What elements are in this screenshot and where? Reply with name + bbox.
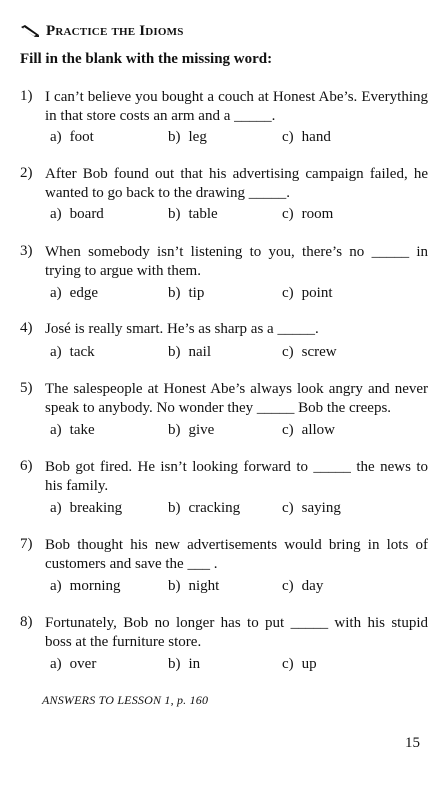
- option-a[interactable]: a) foot: [50, 129, 94, 145]
- question-number: 3): [20, 243, 33, 259]
- question-text: Bob got fired. He isn’t looking forward to _____ the news to his family.: [45, 459, 428, 494]
- question-text: After Bob found out that his advertising campaign failed, he wanted to go back to the drawing _____.: [45, 166, 428, 201]
- answer-options: [50, 500, 390, 520]
- pencil-icon: [20, 24, 40, 38]
- option-a[interactable]: a) over: [50, 656, 97, 672]
- option-a[interactable]: a) take: [50, 422, 95, 438]
- option-c[interactable]: c) up: [282, 656, 317, 672]
- option-a[interactable]: a) morning: [50, 578, 121, 594]
- question-text: Bob thought his new advertisements would bring in lots of customers and save the ___ .: [45, 537, 428, 572]
- question-text: José is really smart. He’s as sharp as a _____.: [45, 321, 319, 337]
- option-c[interactable]: c) day: [282, 578, 324, 594]
- question-number: 6): [20, 458, 33, 474]
- answer-options: [50, 656, 390, 676]
- question-number: 4): [20, 320, 33, 336]
- question-text: The salespeople at Honest Abe’s always look angry and never speak to anybody. No wonder they _____ Bob the creeps.: [45, 381, 428, 416]
- option-b[interactable]: b) table: [168, 206, 218, 222]
- question-text: I can’t believe you bought a couch at Honest Abe’s. Everything in that store costs an arm and a _____.: [45, 89, 428, 124]
- option-c[interactable]: c) screw: [282, 344, 337, 360]
- answer-options: [50, 206, 390, 226]
- option-c[interactable]: c) saying: [282, 500, 341, 516]
- option-c[interactable]: c) allow: [282, 422, 335, 438]
- option-b[interactable]: b) leg: [168, 129, 207, 145]
- option-a[interactable]: a) board: [50, 206, 104, 222]
- section-title: Practice the Idioms: [46, 22, 184, 39]
- answer-options: [50, 129, 390, 149]
- question-number: 1): [20, 88, 33, 104]
- option-a[interactable]: a) tack: [50, 344, 95, 360]
- option-c[interactable]: c) room: [282, 206, 334, 222]
- option-b[interactable]: b) nail: [168, 344, 211, 360]
- option-b[interactable]: b) give: [168, 422, 215, 438]
- answer-options: [50, 285, 390, 305]
- option-a[interactable]: a) edge: [50, 285, 98, 301]
- option-c[interactable]: c) hand: [282, 129, 331, 145]
- question-number: 8): [20, 614, 33, 630]
- section-header: [20, 20, 184, 42]
- option-b[interactable]: b) tip: [168, 285, 205, 301]
- answer-options: [50, 422, 390, 442]
- question-text: When somebody isn’t listening to you, there’s no _____ in trying to argue with them.: [45, 244, 428, 279]
- question-number: 5): [20, 380, 33, 396]
- answers-reference: ANSWERS TO LESSON 1, p. 160: [42, 693, 209, 707]
- question-number: 2): [20, 165, 33, 181]
- answer-options: [50, 578, 390, 598]
- instructions: Fill in the blank with the missing word:: [20, 51, 273, 67]
- page-number: 15: [405, 735, 420, 751]
- question-number: 7): [20, 536, 33, 552]
- option-b[interactable]: b) cracking: [168, 500, 241, 516]
- option-c[interactable]: c) point: [282, 285, 333, 301]
- option-b[interactable]: b) in: [168, 656, 201, 672]
- answer-options: [50, 344, 390, 364]
- option-b[interactable]: b) night: [168, 578, 220, 594]
- question-text: Fortunately, Bob no longer has to put _____ with his stupid boss at the furniture store.: [45, 615, 428, 650]
- option-a[interactable]: a) breaking: [50, 500, 123, 516]
